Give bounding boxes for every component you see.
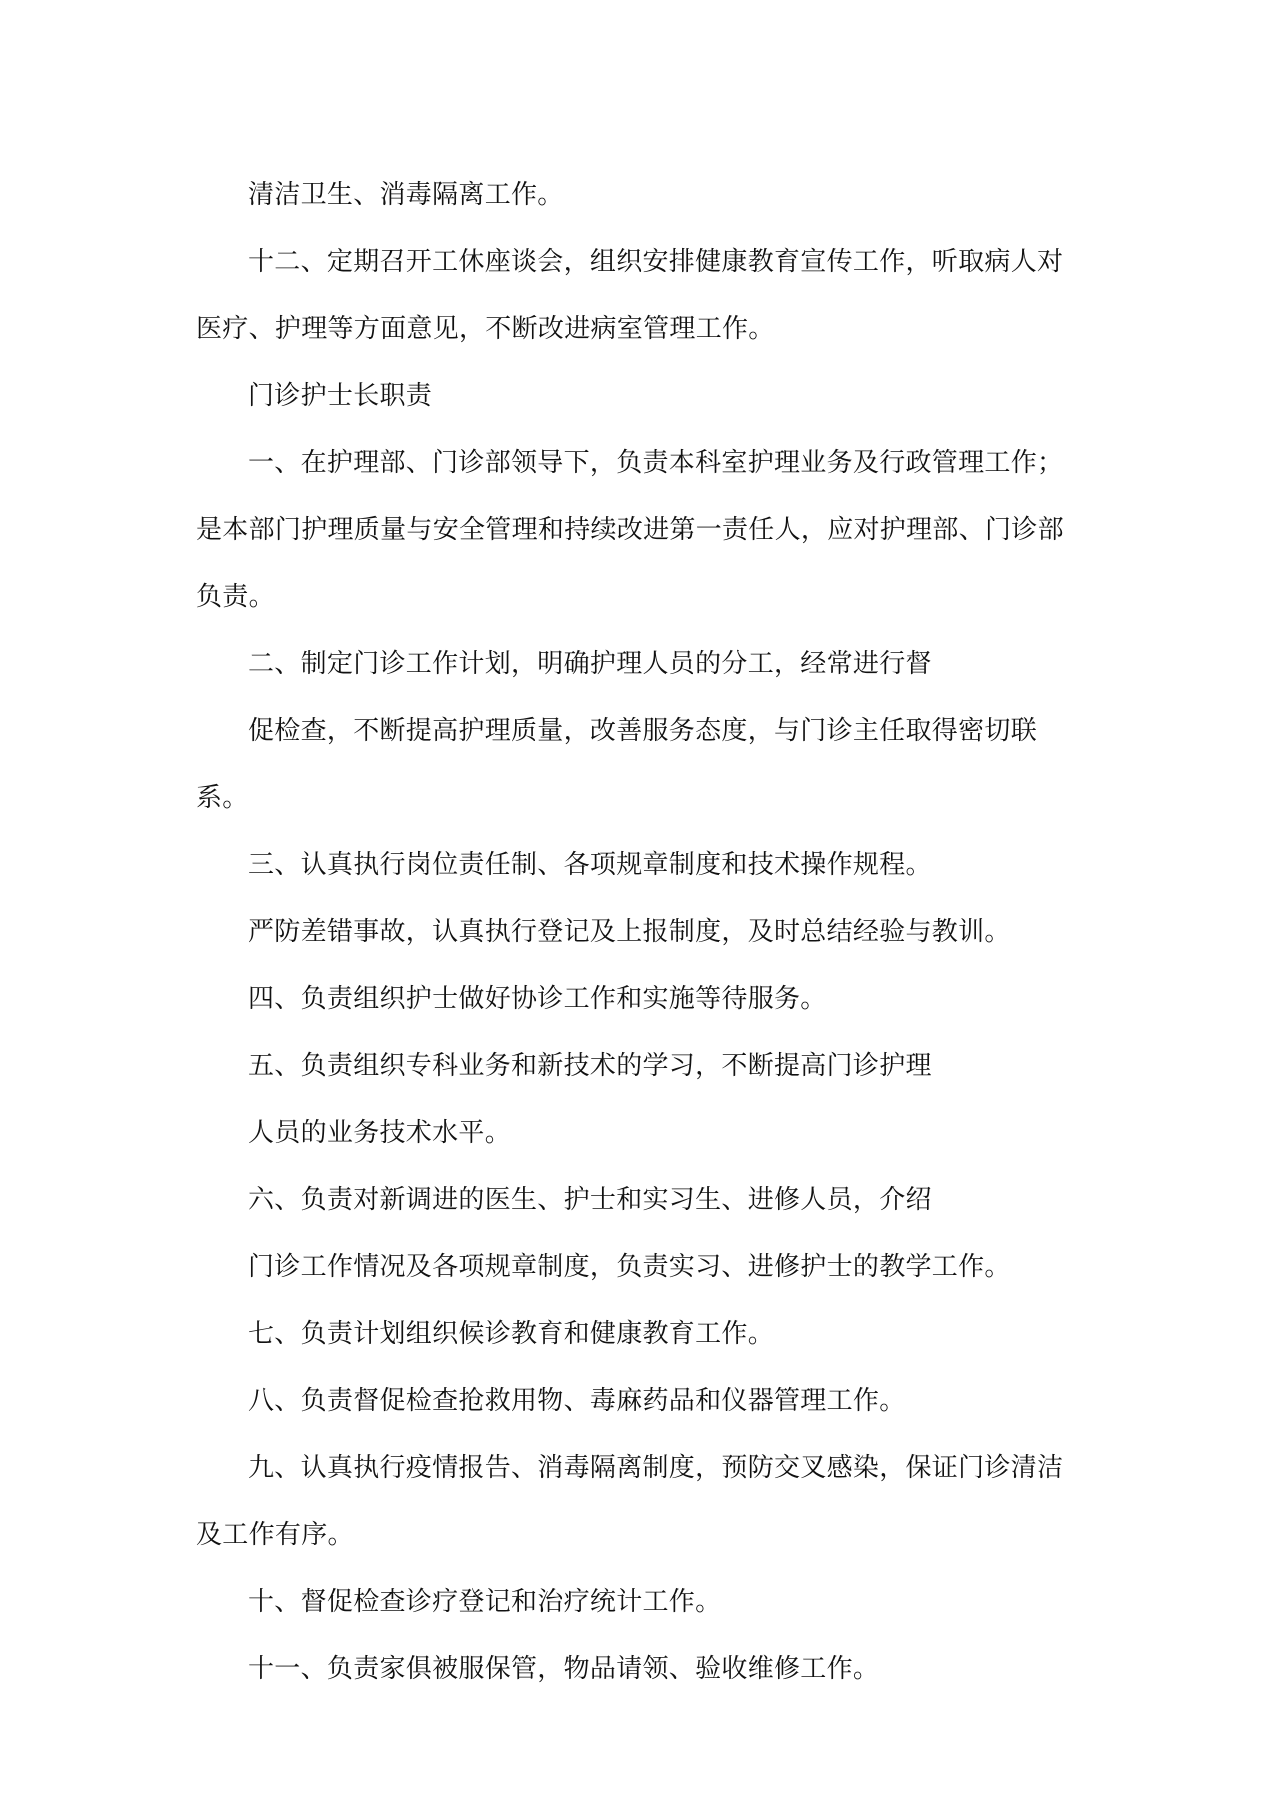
document-body — [196, 162, 1086, 1703]
paragraph-item-6-continued: 门诊工作情况及各项规章制度，负责实习、进修护士的教学工作。 — [248, 1252, 1011, 1282]
paragraph-item-11: 十一、负责家俱被服保管，物品请领、验收维修工作。 — [248, 1654, 880, 1684]
paragraph-cleaning: 清洁卫生、消毒隔离工作。 — [248, 180, 564, 210]
paragraph-item-4: 四、负责组织护士做好协诊工作和实施等待服务。 — [248, 984, 827, 1014]
paragraph-item-5-continued: 人员的业务技术水平。 — [248, 1118, 512, 1148]
paragraph-item-1: 一、在护理部、门诊部领导下，负责本科室护理业务及行政管理工作；是本部门护理质量与安全管理和持续改进第一责任人，应对护理部、门诊部负责。 — [196, 448, 1064, 612]
paragraph-item-8: 八、负责督促检查抢救用物、毒麻药品和仪器管理工作。 — [248, 1386, 906, 1416]
paragraph-item-9: 九、认真执行疫情报告、消毒隔离制度，预防交叉感染，保证门诊清洁及工作有序。 — [196, 1453, 1064, 1550]
section-title: 门诊护士长职责 — [248, 381, 433, 411]
paragraph-item-12: 十二、定期召开工休座谈会，组织安排健康教育宣传工作，听取病人对医疗、护理等方面意见，不断改进病室管理工作。 — [196, 247, 1064, 344]
paragraph-item-7: 七、负责计划组织候诊教育和健康教育工作。 — [248, 1319, 775, 1349]
paragraph-item-3: 三、认真执行岗位责任制、各项规章制度和技术操作规程。 — [248, 850, 932, 880]
paragraph-item-2: 二、制定门诊工作计划，明确护理人员的分工，经常进行督 — [248, 649, 932, 679]
paragraph-item-5: 五、负责组织专科业务和新技术的学习，不断提高门诊护理 — [248, 1051, 932, 1081]
paragraph-item-3-continued: 严防差错事故，认真执行登记及上报制度，及时总结经验与教训。 — [248, 917, 1011, 947]
paragraph-item-2-continued: 促检查，不断提高护理质量，改善服务态度，与门诊主任取得密切联系。 — [196, 716, 1038, 813]
paragraph-item-10: 十、督促检查诊疗登记和治疗统计工作。 — [248, 1587, 722, 1617]
paragraph-item-6: 六、负责对新调进的医生、护士和实习生、进修人员，介绍 — [248, 1185, 932, 1215]
